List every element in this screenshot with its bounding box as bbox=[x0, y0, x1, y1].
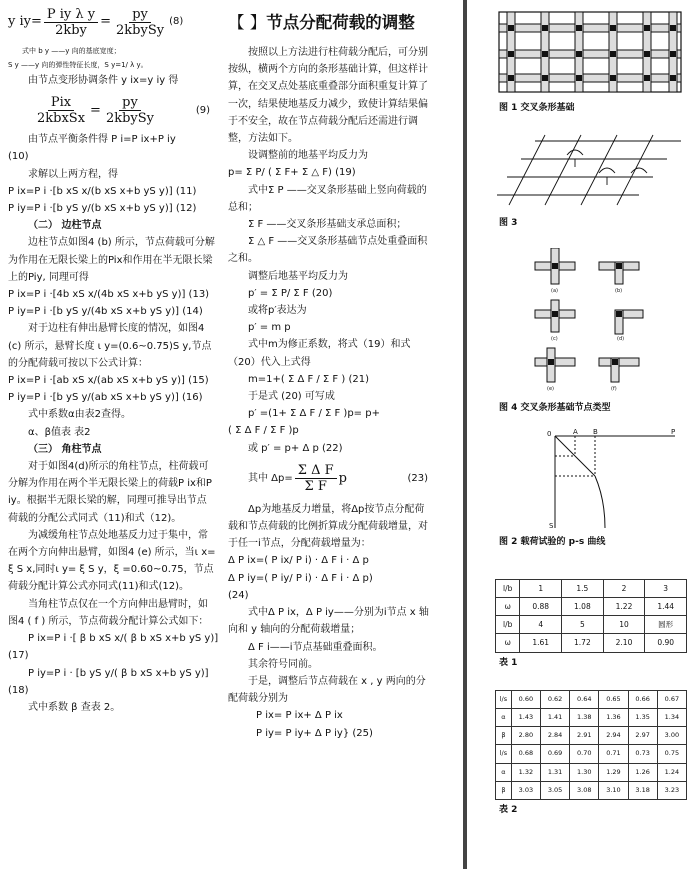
table-cell: 1.72 bbox=[562, 634, 604, 652]
equation-19: p= Σ P/ ( Σ F+ Σ △ F) (19) bbox=[228, 167, 356, 179]
table-cell: 3.08 bbox=[570, 781, 599, 799]
table-cell: 5 bbox=[562, 616, 604, 634]
table-row bbox=[496, 763, 687, 781]
table-cell: 0.69 bbox=[541, 745, 570, 763]
fig4-label-d: (d) bbox=[617, 336, 625, 343]
table-row bbox=[496, 634, 687, 652]
paragraph: 对于边柱有伸出悬臂长度的情况，如图4 (c) 所示，悬臂长度 ι y=(0.6~0.75)S y,节点的分配荷载可按以下公式计算： bbox=[8, 323, 212, 369]
table-cell: 1.26 bbox=[628, 763, 657, 781]
note-by: 式中 b y ——y 向的基底宽度； bbox=[22, 47, 121, 55]
table-cell: 1.43 bbox=[511, 709, 540, 727]
table-row bbox=[496, 727, 687, 745]
table-row bbox=[496, 616, 687, 634]
figure-4-node-types bbox=[495, 248, 685, 398]
table-cell: 1.31 bbox=[541, 763, 570, 781]
table-cell: 3.23 bbox=[657, 781, 686, 799]
table-cell: 4 bbox=[520, 616, 562, 634]
equation-number: (17) bbox=[8, 650, 29, 662]
margin-bar bbox=[463, 0, 467, 869]
table-cell: 1.61 bbox=[520, 634, 562, 652]
equation-24a: Δ P ix=( P ix/ P i) · Δ F i · Δ p bbox=[228, 555, 369, 567]
text-line: 式中Σ P ——交叉条形基础上竖向荷载的总和； bbox=[228, 184, 427, 213]
equation-16: P iy=P i ·[b yS y/(ab xS x+b yS y)] (16) bbox=[8, 392, 203, 404]
section-heading: 【 】节点分配荷载的调整 bbox=[228, 13, 415, 32]
equation-25a: P ix= P ix+ Δ P ix bbox=[256, 710, 343, 722]
table-1-caption: 表 1 bbox=[499, 657, 518, 668]
text-line: 设调整前的地基平均反力为 bbox=[248, 150, 368, 162]
table-cell: 1.29 bbox=[599, 763, 628, 781]
fig2-origin-label: 0 bbox=[547, 429, 552, 438]
table-cell: 1.35 bbox=[628, 709, 657, 727]
text-line: 或将p′表达为 bbox=[248, 305, 307, 317]
equation-21: m=1+( Σ Δ F / Σ F ) (21) bbox=[248, 373, 369, 385]
table-cell: 10 bbox=[603, 616, 645, 634]
table-row bbox=[496, 745, 687, 763]
text-line: 式中m为修正系数，将式（19）和式（20）代入上式得 bbox=[228, 339, 411, 368]
equation-15: P ix=P i ·[ab xS x/(ab xS x+b yS y)] (15) bbox=[8, 375, 209, 387]
equation-25b: P iy= P iy+ Δ P iy} (25) bbox=[256, 727, 373, 739]
table-cell: β bbox=[496, 727, 512, 745]
table-cell: 0.64 bbox=[570, 690, 599, 708]
table-cell: 2.10 bbox=[603, 634, 645, 652]
table-cell: 0.65 bbox=[599, 690, 628, 708]
table-cell: 3.10 bbox=[599, 781, 628, 799]
table-cell: 0.68 bbox=[511, 745, 540, 763]
table-cell: 2.80 bbox=[511, 727, 540, 745]
paragraph: Δp为地基反力增量，将Δp按节点分配荷载和节点荷载的比例折算成分配荷载增量，对于任一i节点，分配荷载增量为： bbox=[228, 503, 428, 550]
text-line: Δ F i——i节点基础重叠面积。 bbox=[248, 641, 383, 653]
right-column bbox=[495, 0, 691, 819]
table-cell: 3.05 bbox=[541, 781, 570, 799]
equation-number: (24) bbox=[228, 589, 249, 601]
table-2-caption: 表 2 bbox=[499, 805, 518, 816]
table-2 bbox=[495, 690, 687, 800]
fig4-label-a: (a) bbox=[551, 288, 558, 295]
table-cell: l/b bbox=[496, 616, 520, 634]
table-cell: 1.41 bbox=[541, 709, 570, 727]
table-cell: 1 bbox=[520, 579, 562, 597]
text-line: 式中系数α由表2查得。 bbox=[28, 409, 131, 421]
figure-4-caption: 图 4 交叉条形基础节点类型 bbox=[499, 403, 611, 414]
table-cell: 1.36 bbox=[599, 709, 628, 727]
fig2-b-label: B bbox=[593, 427, 598, 436]
text-line: 由节点变形协调条件 y ix=y iy 得 bbox=[28, 75, 179, 86]
figure-3-grid-diagram bbox=[495, 133, 685, 213]
middle-column bbox=[228, 0, 434, 742]
table-cell: 1.30 bbox=[570, 763, 599, 781]
table-cell: 0.67 bbox=[657, 690, 686, 708]
figure-3-caption: 图 3 bbox=[499, 218, 518, 229]
text-line: 式中Δ P ix，Δ P iy——分别为i节点 x 轴向和 y 轴向的分配荷载增量； bbox=[228, 607, 429, 636]
note-sy: S y ——y 向的弹性特征长度，S y=1/ λ y。 bbox=[8, 61, 148, 69]
table-cell: α bbox=[496, 709, 512, 727]
table-cell: 2.94 bbox=[599, 727, 628, 745]
table-cell: 1.32 bbox=[511, 763, 540, 781]
equation-number: (10) bbox=[8, 151, 29, 163]
table-row bbox=[496, 690, 687, 708]
paragraph: 边柱节点如图4 (b) 所示，节点荷载可分解为作用在无限长梁上的Pix和作用在半无限长梁上的Piy, 同理可得 bbox=[8, 237, 215, 283]
table-cell: 0.70 bbox=[570, 745, 599, 763]
table-cell: 0.62 bbox=[541, 690, 570, 708]
table-cell: ω bbox=[496, 598, 520, 616]
text-line: 由节点平衡条件得 P i=P ix+P iy bbox=[28, 134, 176, 146]
table-cell: 3.00 bbox=[657, 727, 686, 745]
text-line: 求解以上两方程，得 bbox=[28, 168, 118, 180]
equation-9: $\frac{\text{Pix}}{\text{2kbxSx}}$ = $\frac{py}{\text{2kbySy}}$ (9) bbox=[37, 94, 210, 126]
text-line: 式中系数 β 查表 2。 bbox=[28, 701, 121, 713]
table-1 bbox=[495, 579, 687, 653]
equation-18: P iy=P i · [b yS y/( β b xS x+b yS y)] bbox=[28, 667, 209, 679]
table-cell: 1.34 bbox=[657, 709, 686, 727]
equation-14: P iy=P i ·[b yS y/(4b xS x+b yS y)] (14) bbox=[8, 306, 203, 318]
text-line: Σ △ F ——交叉条形基础节点处重叠面积之和。 bbox=[228, 236, 428, 265]
equation-pm: p′ = m p bbox=[248, 322, 291, 334]
table-row bbox=[496, 781, 687, 799]
fig2-s-label: S bbox=[549, 521, 554, 530]
equation-number: (18) bbox=[8, 684, 29, 696]
figure-1-cross-strip-foundation bbox=[495, 6, 685, 98]
figure-2-caption: 图 2 载荷试验的 p-s 曲线 bbox=[499, 536, 606, 547]
table-cell: 1.08 bbox=[562, 598, 604, 616]
table-cell: α bbox=[496, 763, 512, 781]
text-line: α、β值表 表2 bbox=[28, 426, 91, 438]
fig4-label-c: (c) bbox=[551, 336, 558, 343]
table-cell: 0.73 bbox=[628, 745, 657, 763]
table-cell: β bbox=[496, 781, 512, 799]
equation-12: P iy=P i ·[b yS y/(b xS x+b yS y)] (12) bbox=[8, 203, 197, 215]
equation-24b: Δ P iy=( P iy/ P i) · Δ F i · Δ p) bbox=[228, 572, 373, 584]
table-cell: 0.75 bbox=[657, 745, 686, 763]
equation-17: P ix=P i ·[ β b xS x/( β b xS x+b yS y)] bbox=[28, 633, 219, 645]
equation-20: p′ = Σ P/ Σ F (20) bbox=[248, 287, 333, 299]
subheading-edge-column: （二） 边柱节点 bbox=[28, 220, 102, 232]
table-row bbox=[496, 709, 687, 727]
equation-23: 其中 Δp= $\frac{\text{Σ Δ F}}{\text{Σ F}}$ p (23) bbox=[248, 463, 428, 495]
bracket-icon: 【 】 bbox=[228, 13, 267, 32]
text-line: Σ F ——交叉条形基础支承总面积； bbox=[248, 219, 407, 231]
table-cell: 3.18 bbox=[628, 781, 657, 799]
equation-22c: 或 p′ = p+ Δ p (22) bbox=[248, 442, 343, 454]
table-cell: 0.90 bbox=[645, 634, 687, 652]
fig2-p-label: P bbox=[671, 427, 676, 436]
table-cell: l/s bbox=[496, 690, 512, 708]
fig4-label-f: (f) bbox=[611, 386, 617, 393]
table-cell: ω bbox=[496, 634, 520, 652]
table-cell: 2 bbox=[603, 579, 645, 597]
table-row bbox=[496, 579, 687, 597]
text-line: 于是式 (20) 可写成 bbox=[248, 391, 335, 403]
table-cell: 圆形 bbox=[645, 616, 687, 634]
table-cell: 1.38 bbox=[570, 709, 599, 727]
equation-8: y iy= $\frac{\text{P iy λ y}}{\text{2kby}}$ = $\frac{py}{\text{2kbySy}}$ (8) bbox=[8, 6, 184, 38]
table-cell: 1.24 bbox=[657, 763, 686, 781]
table-cell: 2.84 bbox=[541, 727, 570, 745]
table-cell: 0.66 bbox=[628, 690, 657, 708]
fig4-label-e: (e) bbox=[547, 386, 554, 393]
table-cell: 0.60 bbox=[511, 690, 540, 708]
equation-13: P ix=P i ·[4b xS x/(4b xS x+b yS y)] (13) bbox=[8, 289, 210, 301]
table-cell: 3 bbox=[645, 579, 687, 597]
table-cell: l/b bbox=[496, 579, 520, 597]
left-column bbox=[8, 0, 219, 716]
fig2-a-label: A bbox=[573, 427, 578, 436]
paragraph: 对于如图4(d)所示的角柱节点，柱荷载可分解为作用在两个半无限长梁上的荷载P ix和P iy。根据半无限长梁的解，同理可推导出节点荷载的分配公式同式（11)和式（12)。 bbox=[8, 461, 212, 524]
table-cell: 2.97 bbox=[628, 727, 657, 745]
table-cell: l/s bbox=[496, 745, 512, 763]
table-cell: 2.91 bbox=[570, 727, 599, 745]
paragraph: 按照以上方法进行柱荷载分配后，可分别按纵，横两个方向的条形基础计算，但这样计算，在交叉点处基底重叠部分面积重复计算了一次，结果使地基反力减少，致使计算结果偏于不安全，故在节点荷载分配后还需进行调整，方法如下。 bbox=[228, 47, 428, 145]
figure-1-caption: 图 1 交叉条形基础 bbox=[499, 103, 575, 113]
paragraph: 当角柱节点仅在一个方向伸出悬臂时，如图4 ( f ) 所示，节点荷载分配计算公式如下： bbox=[8, 598, 209, 627]
subheading-corner-column: （三） 角柱节点 bbox=[28, 443, 102, 455]
figure-2-ps-curve bbox=[495, 428, 685, 532]
text-line: 调整后地基平均反力为 bbox=[248, 270, 348, 282]
equation-11: P ix=P i ·[b xS x/(b xS x+b yS y)] (11) bbox=[8, 185, 197, 197]
table-cell: 1.22 bbox=[603, 598, 645, 616]
equation-22a: p′ =(1+ Σ Δ F / Σ F )p= p+ bbox=[248, 408, 380, 420]
table-cell: 0.71 bbox=[599, 745, 628, 763]
table-cell: 3.03 bbox=[511, 781, 540, 799]
table-cell: 1.44 bbox=[645, 598, 687, 616]
equation-22b: ( Σ Δ F / Σ F )p bbox=[228, 425, 299, 437]
text-line: 其余符号同前。 bbox=[248, 658, 318, 670]
paragraph: 为减缓角柱节点处地基反力过于集中，常在两个方向伸出悬臂，如图4 (e) 所示，当ι x= ξ S x,同时ι y= ξ S y，ξ =0.60~0.75，节点荷载分配计算公式亦同式(11)和式(12)。 bbox=[8, 529, 216, 593]
text-line: 于是，调整后节点荷载在 x , y 两向的分配荷载分别为 bbox=[228, 675, 426, 705]
table-row bbox=[496, 598, 687, 616]
table-cell: 1.5 bbox=[562, 579, 604, 597]
fig4-label-b: (b) bbox=[615, 288, 623, 295]
table-cell: 0.88 bbox=[520, 598, 562, 616]
